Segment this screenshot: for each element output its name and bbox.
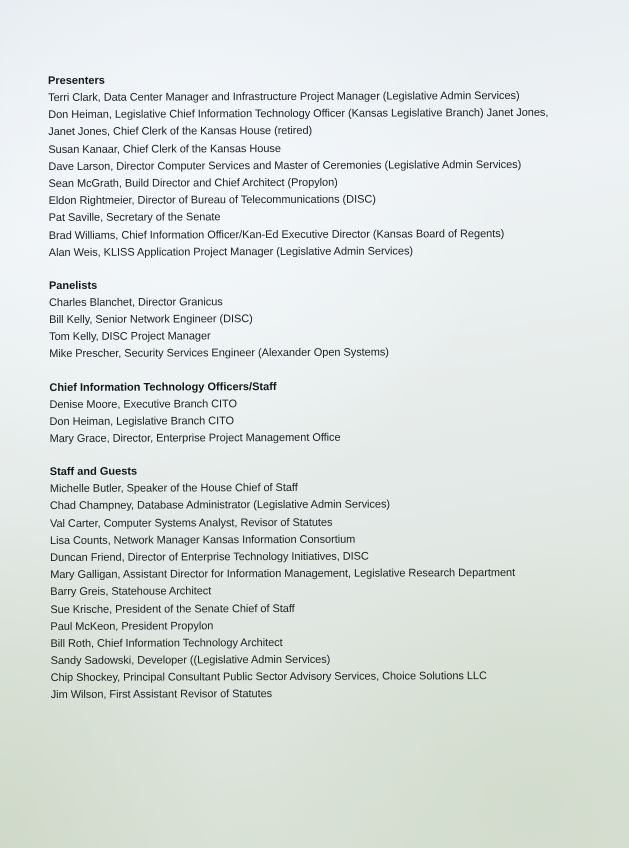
list-item: Val Carter, Computer Systems Analyst, Revisor of Statutes xyxy=(49,516,333,530)
list-item: Bill Roth, Chief Information Technology Architect xyxy=(50,636,283,650)
attendee-list xyxy=(48,71,621,721)
list-item: Tom Kelly, DISC Project Manager xyxy=(49,330,211,344)
section-heading: Staff and Guests xyxy=(49,465,138,479)
section-staff-guests xyxy=(50,462,621,705)
section-presenters xyxy=(48,71,619,262)
list-item: Don Heiman, Legislative Branch CITO xyxy=(49,415,235,428)
list-item: Chip Shockey, Principal Consultant Public Sector Advisory Services, Choice Solutions LLC xyxy=(50,670,487,685)
list-item: Denise Moore, Executive Branch CITO xyxy=(49,397,238,411)
list-item: Sandy Sadowski, Developer ((Legislative Admin Services) xyxy=(50,653,331,668)
list-item: Mary Galligan, Assistant Director for Information Management, Legislative Research Department xyxy=(50,567,516,582)
list-item: Sean McGrath, Build Director and Chief Architect (Propylon) xyxy=(48,176,338,190)
list-item: Lisa Counts, Network Manager Kansas Information Consortium xyxy=(50,533,356,547)
section-heading: Chief Information Technology Officers/Staff xyxy=(49,380,277,394)
list-item: Charles Blanchet, Director Granicus xyxy=(48,296,223,309)
list-item: Barry Greis, Statehouse Architect xyxy=(50,585,212,599)
list-item: Pat Saville, Secretary of the Senate xyxy=(48,211,221,225)
list-item: Susan Kanaar, Chief Clerk of the Kansas House xyxy=(48,142,281,156)
list-item: Don Heiman, Legislative Chief Information Technology Officer (Kansas Legislative Branch) Janet Jones, xyxy=(48,107,549,122)
list-item: Terri Clark, Data Center Manager and Infrastructure Project Manager (Legislative Admin Services) xyxy=(48,89,520,104)
list-item: Chad Champney, Database Administrator (Legislative Admin Services) xyxy=(49,498,391,513)
list-item: Mary Grace, Director, Enterprise Project Management Office xyxy=(49,431,341,445)
section-cito-staff xyxy=(49,377,619,448)
list-item: Mike Prescher, Security Services Engineer (Alexander Open Systems) xyxy=(49,346,389,361)
list-item: Paul McKeon, President Propylon xyxy=(50,619,214,633)
section-heading: Presenters xyxy=(48,74,105,87)
list-item: Jim Wilson, First Assistant Revisor of Statutes xyxy=(50,688,273,702)
list-item: Sue Krische, President of the Senate Chief of Staff xyxy=(50,602,295,616)
list-item: Dave Larson, Director Computer Services and Master of Ceremonies (Legislative Admin Services) xyxy=(48,158,522,173)
list-item: Duncan Friend, Director of Enterprise Technology Initiatives, DISC xyxy=(50,550,369,564)
list-item: Alan Weis, KLISS Application Project Manager (Legislative Admin Services) xyxy=(48,245,414,259)
section-panelists xyxy=(49,275,619,363)
list-item: Bill Kelly, Senior Network Engineer (DISC) xyxy=(49,313,253,327)
list-item: Michelle Butler, Speaker of the House Chief of Staff xyxy=(49,482,298,496)
list-item: Brad Williams, Chief Information Officer/Kan-Ed Executive Director (Kansas Board of Regents) xyxy=(48,227,505,242)
list-item: Eldon Rightmeier, Director of Bureau of Telecommunications (DISC) xyxy=(48,193,376,208)
list-item: Janet Jones, Chief Clerk of the Kansas House (retired) xyxy=(48,125,313,139)
section-heading: Panelists xyxy=(48,279,98,292)
